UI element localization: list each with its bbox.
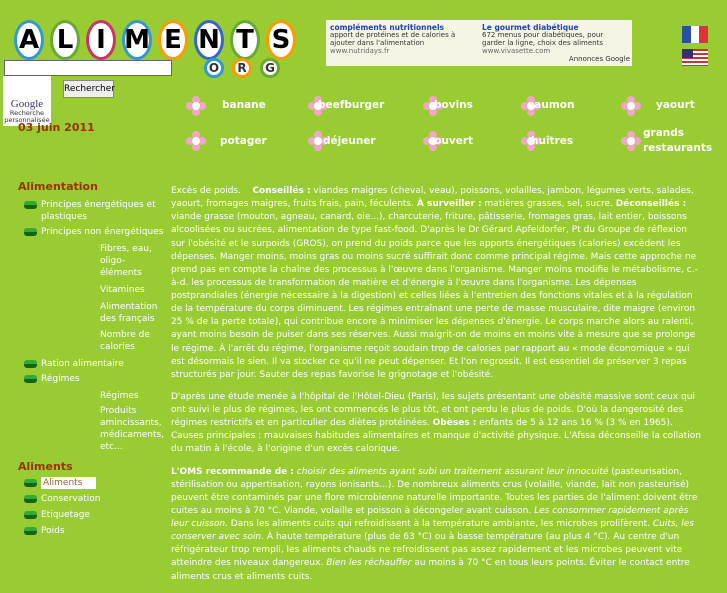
nav-link[interactable]: [528, 98, 574, 113]
nav-link[interactable]: [220, 134, 290, 149]
sidebar-item-principes-non-energetiques[interactable]: [24, 226, 164, 238]
logo-letter: N: [194, 20, 224, 60]
nav-link[interactable]: [643, 126, 713, 155]
nav-label: couvert: [428, 135, 474, 147]
nav-item[interactable]: [621, 96, 641, 116]
logo-suffix-letter: R: [232, 58, 252, 78]
logo-letter: T: [230, 20, 260, 60]
us-flag-icon[interactable]: [682, 49, 708, 66]
flower-icon: [621, 131, 641, 151]
text: Excès de poids.: [171, 186, 241, 196]
ads-label[interactable]: Annonces Google: [568, 55, 630, 64]
sidebar-item-ration[interactable]: [24, 358, 159, 370]
logo-letter: A: [14, 20, 44, 60]
label-a-surveiller: À surveiller :: [416, 199, 482, 210]
nav-label: potager: [220, 135, 267, 147]
ads-block: [326, 20, 632, 66]
sidebar-subitem-fibres[interactable]: Fibres, eau, oligo-éléments: [100, 244, 152, 279]
sidebar-item-principes-energetiques[interactable]: [24, 199, 159, 223]
text: viandes maigres (cheval, veau), poissons, volailles, jambon, légumes verts, salades, yaourt, fromages maigres, fruits frais, pain, féculents.: [171, 186, 694, 210]
ad-text: apport de protéines et de calories à ajouter dans l'alimentation: [330, 31, 456, 47]
sidebar-item-regimes[interactable]: [24, 373, 159, 385]
nav-label: huîtres: [531, 135, 574, 147]
nav-item[interactable]: [186, 96, 206, 116]
sidebar-item-label: Régimes: [41, 374, 80, 384]
label-oms: L'OMS recommande de :: [171, 466, 294, 477]
nav-label: grands restaurants: [643, 127, 713, 154]
nav-link[interactable]: [323, 134, 393, 149]
logo-suffix-letter: O: [204, 58, 224, 78]
nav-link[interactable]: [531, 134, 601, 149]
google-logo: Google: [10, 98, 44, 110]
bullet-icon: [24, 479, 37, 487]
bullet-icon: [24, 495, 37, 503]
logo-suffix-letter: G: [260, 58, 280, 78]
text: enfants de 5 à 12 ans 16 % (3 % en 1965). Causes principales : mauvaises habitudes alimentaires et manque d'activité physique. L'Afssa déconseille la collation du matin à l'école, à l'origine d'un excès calorique.: [171, 418, 701, 455]
sidebar-item-aliments[interactable]: [24, 477, 159, 489]
nav-item[interactable]: [621, 131, 641, 151]
ad-title[interactable]: compléments nutritionnels: [330, 23, 444, 32]
flower-icon: [186, 96, 206, 116]
logo-letter: I: [86, 20, 116, 60]
logo-letter: E: [158, 20, 188, 60]
sidebar-item-label: Ration alimentaire: [41, 359, 124, 369]
nav-link[interactable]: [222, 98, 266, 113]
label-deconseilles: Déconseillés :: [615, 199, 687, 210]
google-branding: [3, 76, 51, 126]
logo-letter: S: [266, 20, 296, 60]
sidebar-subitem-alimentation-francais[interactable]: Alimentation des français: [100, 302, 158, 325]
nav-label: saumon: [528, 99, 575, 111]
sidebar-item-label: Conservation: [41, 494, 101, 504]
sidebar-subitem-calories[interactable]: Nombre de calories: [100, 330, 150, 353]
nav-link[interactable]: [318, 98, 384, 113]
google-caption: Recherche personnalisée: [4, 109, 50, 124]
nav-link[interactable]: [434, 98, 473, 113]
flower-icon: [186, 131, 206, 151]
logo-letter: M: [122, 20, 152, 60]
text: Les consommer rapidement après leur cuisson.: [171, 505, 689, 529]
text: À haute température (plus de 63 °C) ou à basse température (au plus 4 °C). Au centre d'un réfrigérateur trop rempli, les aliments chauds ne refroidissent pas assez rapidement et les microbes peuvent vite atteindre des niveaux dangereux.: [171, 532, 683, 569]
nav-label: déjeuner: [323, 135, 376, 147]
sidebar-heading-aliments: Aliments: [18, 460, 73, 473]
nav-label: bovins: [434, 99, 473, 111]
nav-label: yaourt: [656, 99, 695, 111]
sidebar-item-etiquetage[interactable]: [24, 509, 159, 521]
bullet-icon: [24, 201, 37, 209]
main-content: [171, 185, 701, 593]
sidebar-subitem-vitamines[interactable]: Vitamines: [100, 285, 145, 295]
text: Dans les aliments cuits qui refroidissent à la température ambiante, les microbes prolifèrent.: [227, 519, 653, 529]
flower-icon: [621, 96, 641, 116]
text: viande grasse (mouton, agneau, canard, oie...), charcuterie, friture, pâtisserie, fromages gras, lait entier, boissons alcoolisées ou sucrées, alimentation de type fast-food. D'après le Dr Gérard Apfeldorfer, Pt du Groupe de réflexion sur l'obésité et le surpoids (GROS), on prend du poids parce que les apports énergétiques (calories) excèdent les dépenses. Manger moins, moins gras ou moins sucré suffirait donc comme principal régime. Mais cette approche ne prend pas en compte la chaîne des processus à l'œuvre dans l'organisme. Manger moins modifie le métabolisme, c.-à-d. les processus de transformation de matière et d'énergie à l'œuvre dans l'organisme. Les dépenses postprandiales (énergie nécessaire à la digestion) et celles liées à l'entretien des fonctions vitales et à la régulation de la température du corps diminuent. Les régimes entraînant une perte de masse musculaire, dite maigre (environ 25 % de la perte totale), qui contribue encore à minimiser les dépenses d'énergie. Le corps marche alors au ralenti, ayant moins besoin de puiser dans ses réserves. Aussi maigrit-on de moins en moins vite à mesure que se prolonge le régime. À l'arrêt du régime, l'organisme reçoit soudain trop de calories par rapport au « mode économique » qui est désormais le sien. Il va stocker ce qu'il ne peut dépenser. Et l'on regrossit. Il est essentiel de préserver 3 repas structurés par jour. Sauter des repas favorise le grignotage et l'obésité.: [171, 212, 698, 380]
ad-title[interactable]: Le gourmet diabétique: [482, 23, 579, 32]
label-obeses: Obèses :: [432, 418, 477, 429]
text: choisir des aliments ayant subi un traitement assurant leur innocuité: [293, 466, 609, 477]
text: Bien les réchauffer: [326, 558, 412, 569]
text: (pasteurisation, stérilisation ou appertisation, rayons ionisants...). De nombreux aliments crus (volaille, viande, lait non pasteurisé) peuvent être contaminés par une flore microbienne naturelle importante. Toutes les parties de l'aliment doivent être cuites au moins à 70 °C. Viande, volaille et poisson à décongeler avant cuisson.: [171, 466, 698, 516]
page-date: 03 juin 2011: [18, 121, 95, 134]
sidebar-item-label: Aliments: [41, 477, 96, 489]
nav-label: beefburger: [318, 99, 385, 111]
ad-url[interactable]: www.vivasette.com: [482, 46, 551, 55]
bullet-icon: [24, 360, 37, 368]
bullet-icon: [24, 375, 37, 383]
paragraph-etude: [171, 391, 701, 457]
bullet-icon: [24, 527, 37, 535]
bullet-icon: [24, 228, 37, 236]
search-button[interactable]: Rechercher: [63, 80, 114, 98]
label-conseilles: Conseillés :: [252, 186, 311, 196]
sidebar-item-label: Etiquetage: [41, 510, 90, 520]
nav-link[interactable]: [656, 98, 695, 113]
sidebar-subitem-regimes[interactable]: Régimes: [100, 391, 139, 401]
text: Cuits, les conserver avec soin.: [171, 519, 694, 543]
text: au moins à 70 °C en tous leurs points. Éviter le contact entre aliments crus et aliments cuits.: [171, 558, 690, 582]
sidebar-heading-alimentation: Alimentation: [18, 180, 98, 193]
ad-text: 672 menus pour diabétiques, pour garder la ligne, choix des aliments: [482, 31, 604, 47]
paragraph-exces-poids: [171, 185, 701, 382]
text: matières grasses, sel, sucre.: [481, 199, 616, 210]
text: D'après une étude menée à l'hôpital de l'Hôtel-Dieu (Paris), les sujets présentant une obésité massive sont ceux qui ont suivi le plus de régimes, les ont commencés le plus tôt, et ont perdu le plus de poids. D'où la dangerosité des régimes restrictifs et en particulier des diètes protéinées.: [171, 391, 695, 429]
nav-item[interactable]: [186, 131, 206, 151]
paragraph-oms: [171, 466, 701, 584]
nav-label: banane: [222, 99, 266, 111]
ad-item[interactable]: [330, 24, 470, 55]
bullet-icon: [24, 511, 37, 519]
sidebar-subitem-produits[interactable]: Produits amincissants, médicaments, etc...: [100, 406, 165, 453]
french-flag-icon[interactable]: [682, 26, 708, 43]
nav-link[interactable]: [428, 134, 498, 149]
ad-item[interactable]: [482, 24, 622, 55]
sidebar-item-conservation[interactable]: [24, 493, 159, 505]
search-input[interactable]: [4, 60, 172, 76]
logo-letter: L: [50, 20, 80, 60]
sidebar-item-label: Principes non énergétiques: [41, 227, 164, 237]
sidebar-item-label: Poids: [41, 526, 65, 536]
ad-url[interactable]: www.nutridays.fr: [330, 46, 390, 55]
sidebar-item-poids[interactable]: [24, 525, 159, 537]
sidebar-item-label: Principes énergétiques et plastiques: [41, 200, 156, 223]
